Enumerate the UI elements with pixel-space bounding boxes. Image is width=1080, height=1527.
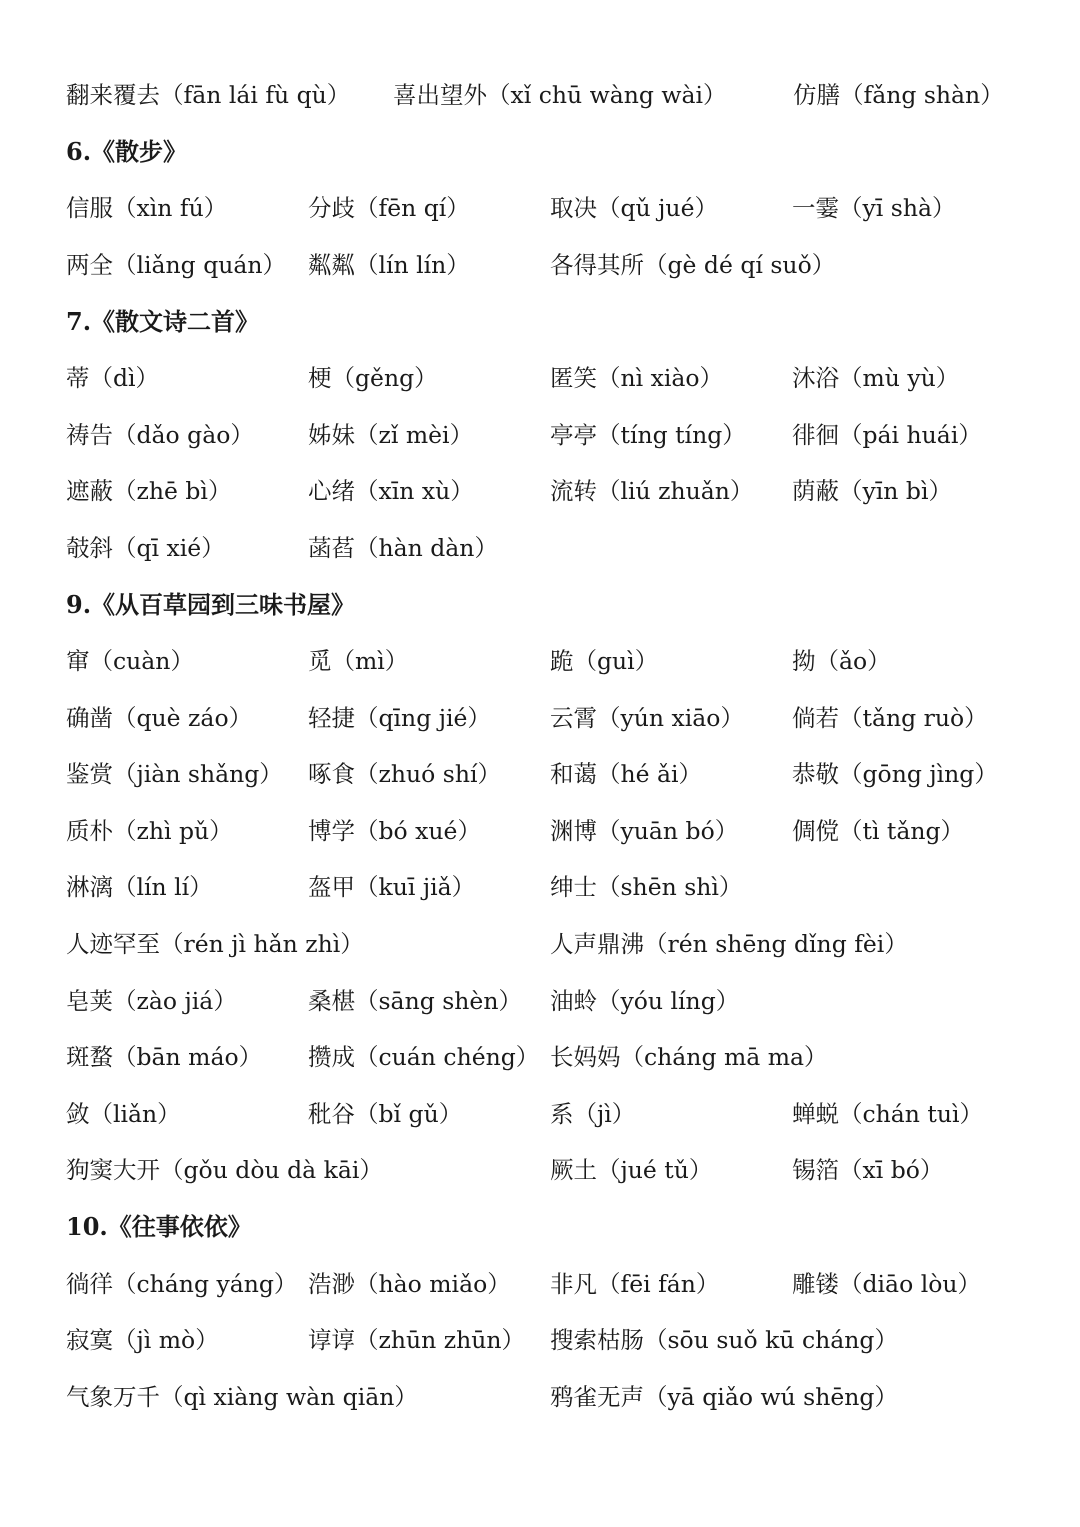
vocab-entry: 流转（liú zhuǎn）	[550, 477, 754, 505]
vocab-entry: 匿笑（nì xiào）	[550, 364, 724, 392]
vocab-entry: 窜（cuàn）	[66, 647, 194, 675]
vocab-entry: 鸦雀无声（yā qiǎo wú shēng）	[550, 1383, 898, 1411]
vocab-entry: 敛（liǎn）	[66, 1100, 181, 1128]
vocab-row	[66, 1094, 1056, 1134]
vocab-entry: 非凡（fēi fán）	[550, 1270, 720, 1298]
vocab-entry: 狗窦大开（gǒu dòu dà kāi）	[66, 1156, 383, 1184]
vocab-entry: 浩渺（hào miǎo）	[308, 1270, 511, 1298]
vocab-entry: 心绪（xīn xù）	[308, 477, 474, 505]
vocab-entry: 梗（gěng）	[308, 364, 438, 392]
vocab-row	[66, 641, 1056, 681]
vocab-entry: 斑蝥（bān máo）	[66, 1043, 263, 1071]
vocab-row	[66, 811, 1056, 851]
vocab-row	[66, 1037, 1056, 1077]
vocab-entry: 秕谷（bǐ gǔ）	[308, 1100, 463, 1128]
vocab-entry: 蝉蜕（chán tuì）	[792, 1100, 984, 1128]
vocab-entry: 荫蔽（yīn bì）	[792, 477, 952, 505]
vocab-entry: 喜出望外（xǐ chū wàng wài）	[393, 81, 727, 109]
vocab-entry: 博学（bó xué）	[308, 817, 481, 845]
vocab-entry: 攲斜（qī xié）	[66, 534, 225, 562]
vocab-entry: 两全（liǎng quán）	[66, 251, 287, 279]
vocab-entry: 谆谆（zhūn zhūn）	[308, 1326, 526, 1354]
vocab-row	[66, 188, 1056, 228]
vocab-row	[66, 245, 1056, 285]
vocab-entry: 人声鼎沸（rén shēng dǐng fèi）	[550, 930, 908, 958]
vocab-entry: 遮蔽（zhē bì）	[66, 477, 232, 505]
vocab-entry: 徘徊（pái huái）	[792, 421, 982, 449]
vocab-entry: 沐浴（mù yù）	[792, 364, 960, 392]
vocab-row	[66, 528, 1056, 568]
vocab-entry: 厥土（jué tǔ）	[550, 1156, 713, 1184]
vocab-entry: 桑椹（sāng shèn）	[308, 987, 522, 1015]
vocab-entry: 亭亭（tíng tíng）	[550, 421, 746, 449]
vocab-entry: 粼粼（lín lín）	[308, 251, 470, 279]
vocab-entry: 质朴（zhì pǔ）	[66, 817, 233, 845]
vocab-entry: 啄食（zhuó shí）	[308, 760, 501, 788]
vocab-entry: 轻捷（qīng jié）	[308, 704, 491, 732]
vocab-entry: 锡箔（xī bó）	[792, 1156, 944, 1184]
vocab-entry: 系（jì）	[550, 1100, 636, 1128]
vocab-entry: 鉴赏（jiàn shǎng）	[66, 760, 283, 788]
vocab-row	[66, 1264, 1056, 1304]
vocab-entry: 翻来覆去（fān lái fù qù）	[66, 81, 351, 109]
vocab-entry: 信服（xìn fú）	[66, 194, 228, 222]
vocab-entry: 确凿（què záo）	[66, 704, 253, 732]
vocab-entry: 长妈妈（cháng mā ma）	[550, 1043, 828, 1071]
vocab-entry: 仿膳（fǎng shàn）	[793, 81, 1004, 109]
vocab-entry: 皂荚（zào jiá）	[66, 987, 237, 1015]
vocab-row	[66, 1377, 1056, 1417]
vocab-entry: 分歧（fēn qí）	[308, 194, 470, 222]
vocab-row	[66, 75, 1056, 115]
vocab-entry: 和蔼（hé ǎi）	[550, 760, 703, 788]
vocab-entry: 渊博（yuān bó）	[550, 817, 739, 845]
vocab-entry: 雕镂（diāo lòu）	[792, 1270, 981, 1298]
vocab-entry: 绅士（shēn shì）	[550, 873, 743, 901]
vocab-entry: 菡萏（hàn dàn）	[308, 534, 498, 562]
vocab-row	[66, 867, 1056, 907]
vocab-row	[66, 1320, 1056, 1360]
vocab-entry: 一霎（yī shà）	[792, 194, 956, 222]
section-heading: 9.《从百草园到三味书屋》	[66, 590, 356, 619]
vocab-entry: 恭敬（gōng jìng）	[792, 760, 998, 788]
vocab-entry: 拗（ǎo）	[792, 647, 891, 675]
vocab-entry: 气象万千（qì xiàng wàn qiān）	[66, 1383, 418, 1411]
section-heading: 6.《散步》	[66, 137, 188, 166]
vocab-row	[66, 698, 1056, 738]
vocab-row	[66, 471, 1056, 511]
vocab-entry: 跪（guì）	[550, 647, 659, 675]
vocab-entry: 徜徉（cháng yáng）	[66, 1270, 298, 1298]
vocab-row	[66, 358, 1056, 398]
vocab-entry: 淋漓（lín lí）	[66, 873, 213, 901]
section-heading: 10.《往事依依》	[66, 1212, 252, 1241]
vocab-entry: 攒成（cuán chéng）	[308, 1043, 540, 1071]
vocab-entry: 各得其所（gè dé qí suǒ）	[550, 251, 836, 279]
vocab-entry: 搜索枯肠（sōu suǒ kū cháng）	[550, 1326, 898, 1354]
vocab-entry: 取决（qǔ jué）	[550, 194, 718, 222]
vocab-row	[66, 415, 1056, 455]
vocab-row	[66, 981, 1056, 1021]
vocab-entry: 倘若（tǎng ruò）	[792, 704, 988, 732]
vocab-row	[66, 1150, 1056, 1190]
vocab-entry: 油蛉（yóu líng）	[550, 987, 740, 1015]
section-heading: 7.《散文诗二首》	[66, 307, 260, 336]
vocab-entry: 盔甲（kuī jiǎ）	[308, 873, 476, 901]
vocab-entry: 寂寞（jì mò）	[66, 1326, 219, 1354]
vocab-row	[66, 924, 1056, 964]
vocab-entry: 觅（mì）	[308, 647, 409, 675]
vocab-entry: 蒂（dì）	[66, 364, 160, 392]
vocab-entry: 姊妹（zǐ mèi）	[308, 421, 474, 449]
vocab-entry: 祷告（dǎo gào）	[66, 421, 254, 449]
vocab-row	[66, 754, 1056, 794]
vocab-entry: 云霄（yún xiāo）	[550, 704, 744, 732]
vocab-entry: 倜傥（tì tǎng）	[792, 817, 965, 845]
vocab-entry: 人迹罕至（rén jì hǎn zhì）	[66, 930, 364, 958]
